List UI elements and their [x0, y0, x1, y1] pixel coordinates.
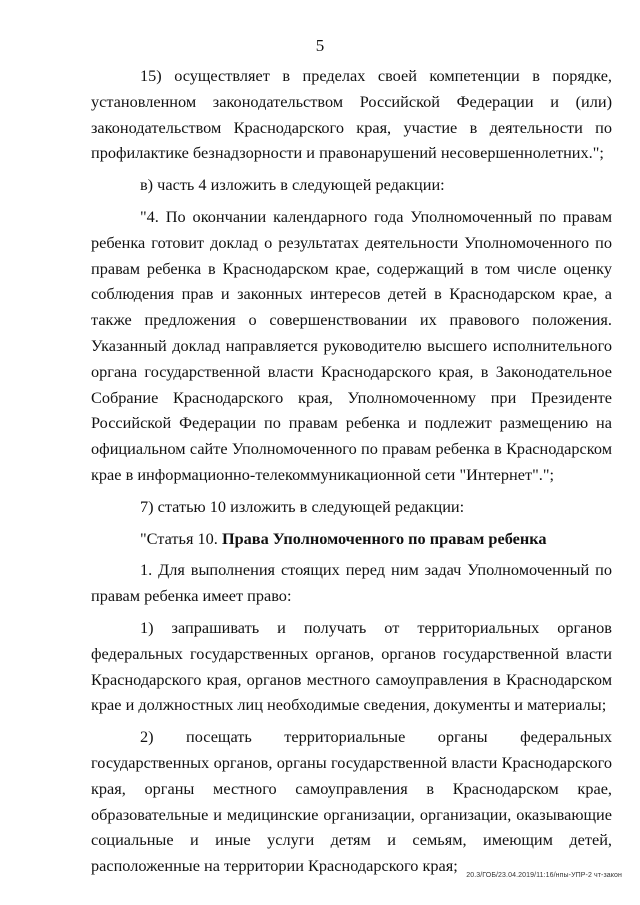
- paragraph-amend-part-4: в) часть 4 изложить в следующей редакции:: [140, 175, 445, 195]
- article-item-2: 2) посещать территориальные органы федеральных государственных органов, органы государственной власти Краснодарского края, органы местного самоуправления в Краснодарском крае, образовательные и медицинские организации, организации, оказывающие социальные и иные услуги детям и семьям, имеющим детей, расположенные на территории Краснодарского края;: [91, 727, 612, 876]
- article-paragraph-1: 1. Для выполнения стоящих перед ним задач Уполномоченный по правам ребенка имеет право:: [91, 560, 612, 606]
- page-number: 5: [315, 36, 325, 55]
- paragraph-part-4-text: "4. По окончании календарного года Уполномоченный по правам ребенка готовит доклад о результатах деятельности Уполномоченного по правам ребенка в Краснодарском крае, содержащий в том числе оценку соблюдения прав и законных интересов детей в Краснодарском крае, а также предложения о совершенствовании их правового положения. Указанный доклад направляется руководителю высшего исполнительного органа государственной власти Краснодарского края, в Законодательное Собрание Краснодарского края, Уполномоченному при Президенте Российской Федерации по правам ребенка и подлежит размещению на официальном сайте Уполномоченного по правам ребенка в Краснодарском крае в информационно-телекоммуникационной сети "Интернет".";: [91, 206, 612, 484]
- footer-document-code: 20.3/ГОБ/23.04.2019/11:16/нпы-УПР-2 чт-закон: [466, 872, 622, 879]
- paragraph-item-15: 15) осуществляет в пределах своей компетенции в порядке, установленном законодательством Российской Федерации и (или) законодательством Краснодарского края, участие в деятельности по профилактике безнадзорности и правонарушений несовершеннолетних.";: [91, 66, 612, 163]
- document-body: [91, 63, 612, 885]
- article-heading-prefix: "Статья 10.: [140, 528, 222, 548]
- paragraph-amend-article-10: 7) статью 10 изложить в следующей редакции:: [140, 496, 465, 516]
- article-heading-title: Права Уполномоченного по правам ребенка: [221, 528, 547, 548]
- article-item-1: 1) запрашивать и получать от территориальных органов федеральных государственных органов, органов государственной власти Краснодарского края, органов местного самоуправления в Краснодарском крае и должностных лиц необходимые сведения, документы и материалы;: [91, 617, 612, 715]
- article-heading: [91, 526, 612, 552]
